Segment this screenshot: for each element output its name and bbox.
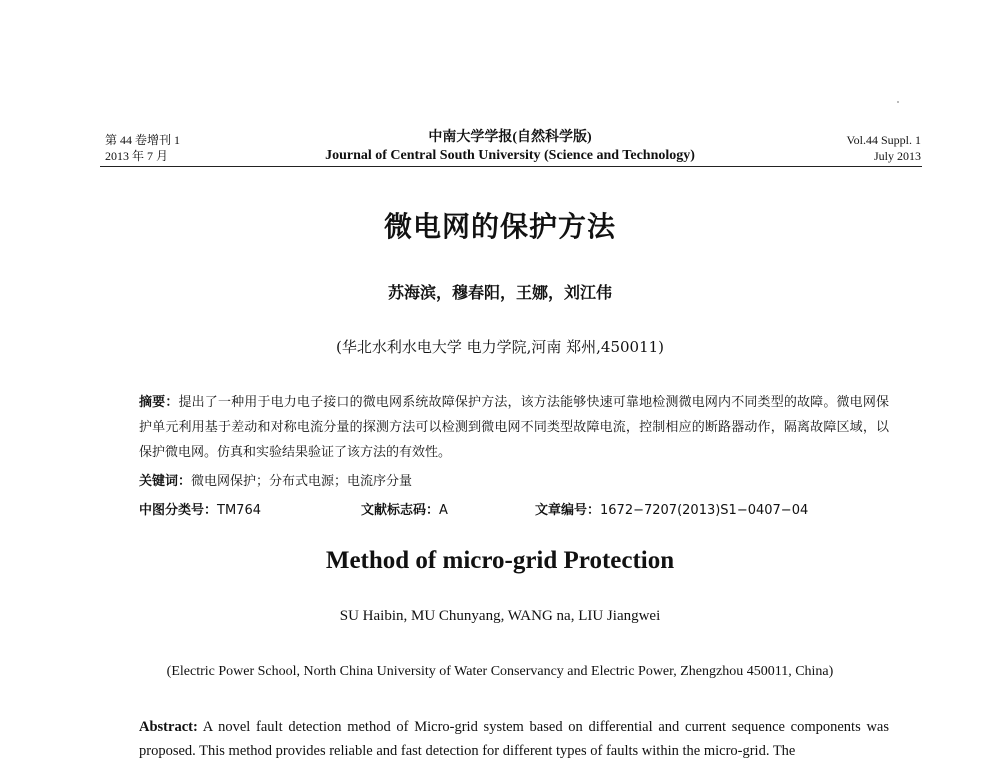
- clc-number: [139, 499, 261, 518]
- document-code: [361, 499, 448, 518]
- header-right: [720, 132, 921, 164]
- article-number-value: 1672−7207(2013)S1−0407−04: [600, 503, 809, 518]
- journal-name-en: Journal of Central South University (Science and Technology): [325, 148, 695, 163]
- doc-code-value: A: [439, 503, 448, 518]
- abstract-en-text: A novel fault detection method of Micro-grid system based on differential and current sequence components was proposed. This method provides reliable and fast detection for different types of faults within the micro-grid. The: [139, 719, 889, 759]
- paper-title-zh: 微电网的保护方法: [383, 210, 616, 243]
- doc-code-label: 文献标志码：: [361, 503, 440, 518]
- header-journal: [300, 129, 720, 165]
- affiliation-en: (Electric Power School, North China University of Water Conservancy and Electric Power, Zhengzhou 450011, China): [166, 664, 834, 679]
- header-divider: [100, 166, 922, 167]
- header-date-zh: 2013 年 7 月: [105, 149, 169, 163]
- journal-name-zh: 中南大学学报(自然科学版): [428, 130, 592, 145]
- header-volume-en: Vol.44 Suppl. 1: [846, 133, 921, 147]
- article-number: [535, 499, 808, 518]
- abstract-zh-text: 提出了一种用于电力电子接口的微电网系统故障保护方法，该方法能够快速可靠地检测微电网内不同类型的故障。微电网保护单元利用基于差动和对称电流分量的探测方法可以检测到微电网不同类型故障电流，控制相应的断路器动作，隔离故障区域，以保护微电网。仿真和实验结果验证了该方法的有效性。: [139, 395, 889, 460]
- abstract-zh-label: 摘要：: [139, 395, 179, 410]
- abstract-zh: [139, 390, 889, 465]
- authors-en: SU Haibin, MU Chunyang, WANG na, LIU Jiangwei: [339, 608, 661, 624]
- keywords-zh-label: 关键词：: [139, 474, 192, 489]
- clc-value: TM764: [217, 503, 261, 518]
- keywords-zh-text: 微电网保护；分布式电源；电流序分量: [191, 474, 413, 489]
- authors-zh: 苏海滨，穆春阳，王娜，刘江伟: [387, 283, 612, 302]
- abstract-en-label: Abstract:: [139, 719, 198, 735]
- abstract-en: [139, 715, 889, 763]
- keywords-zh: [139, 470, 889, 489]
- affiliation-zh: (华北水利水电大学 电力学院,河南 郑州,450011): [335, 338, 665, 356]
- clc-label: 中图分类号：: [139, 503, 218, 518]
- article-number-label: 文章编号：: [535, 503, 601, 518]
- header-date-en: July 2013: [873, 149, 921, 163]
- header-volume-zh: 第 44 卷增刊 1: [105, 133, 181, 147]
- paper-title-en: Method of micro-grid Protection: [325, 547, 675, 574]
- scan-speck: [897, 101, 899, 103]
- header-left: [105, 132, 305, 164]
